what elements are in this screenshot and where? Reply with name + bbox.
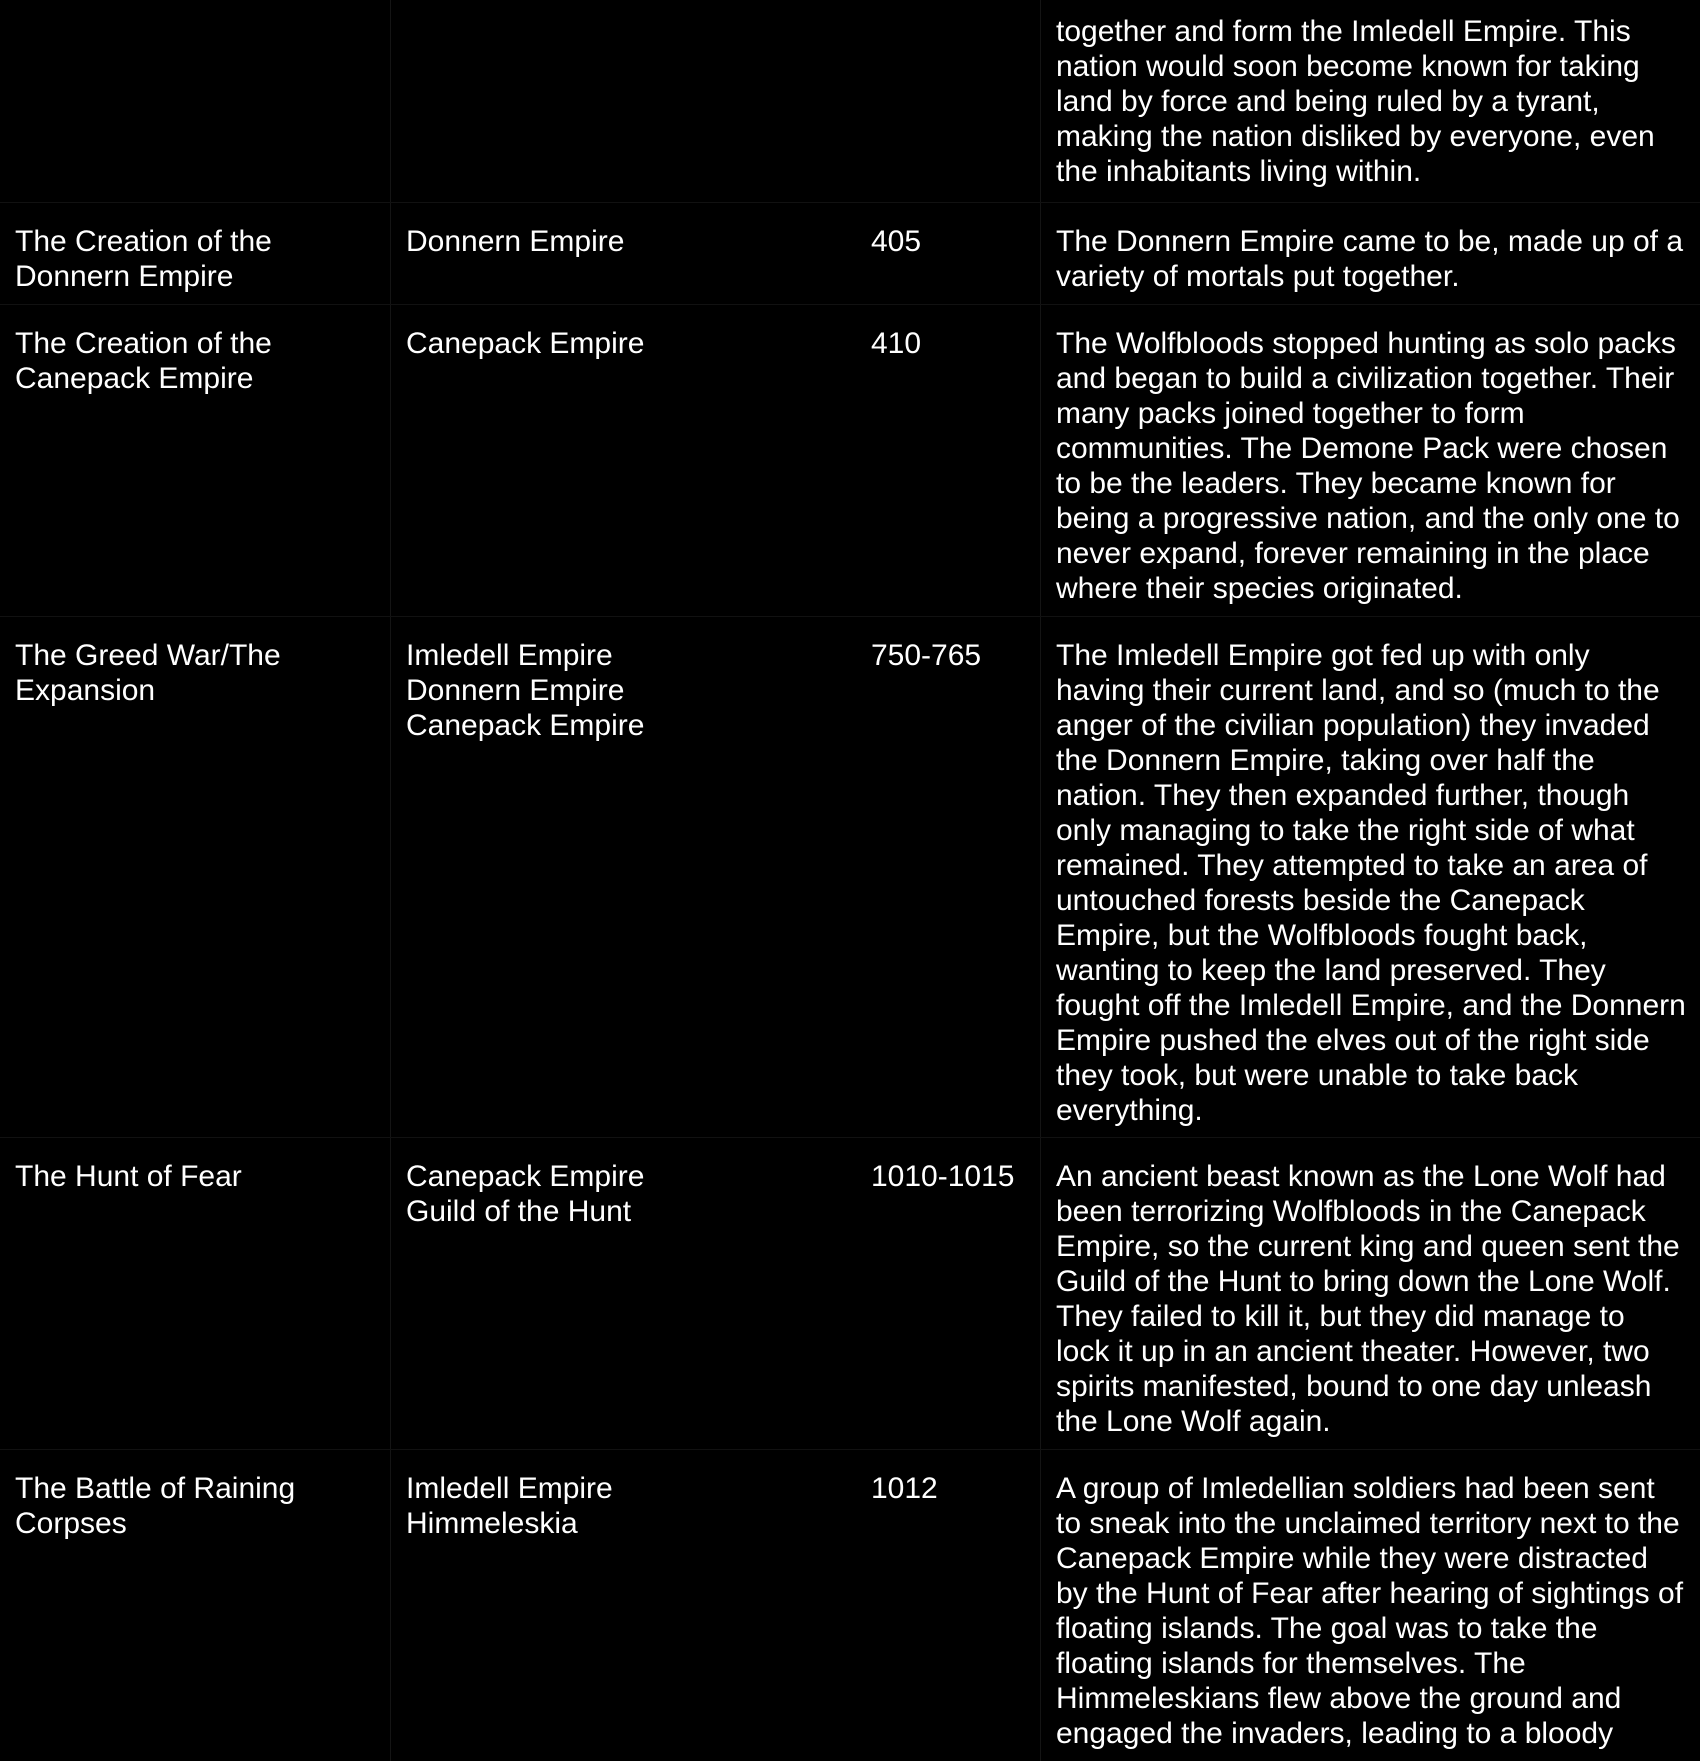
description-cell: together and form the Imledell Empire. This nation would soon become known for taking land by force and being ruled by a tyrant, making the nation disliked by everyone, even the inhabitants living within. <box>1056 15 1655 188</box>
year-cell <box>856 0 1041 202</box>
year-cell: 410 <box>856 305 1041 616</box>
table-row <box>0 1450 1700 1761</box>
year-cell: 750-765 <box>856 617 1041 1137</box>
event-cell: The Creation of the Donnern Empire <box>0 203 391 304</box>
description-cell: A group of Imledellian soldiers had been sent to sneak into the unclaimed territory next to the Canepack Empire while they were distracted by the Hunt of Fear after hearing of sightings of floating islands. The goal was to take the floating islands for themselves. The Himmeleskians flew above the ground and engaged the invaders, leading to a bloody <box>1056 1472 1684 1750</box>
table-row <box>0 305 1700 617</box>
nations-cell <box>391 0 856 202</box>
description-cell: An ancient beast known as the Lone Wolf had been terrorizing Wolfbloods in the Canepack Empire, so the current king and queen sent the Guild of the Hunt to bring down the Lone Wolf. They failed to kill it, but they did manage to lock it up in an ancient theater. However, two spirits manifested, bound to one day unleash the Lone Wolf again. <box>1056 1160 1680 1438</box>
nations-cell: Canepack Empire Guild of the Hunt <box>406 1160 645 1228</box>
table-row <box>0 1138 1700 1450</box>
description-cell: The Wolfbloods stopped hunting as solo packs and began to build a civilization together. Their many packs joined together to form communities. The Demone Pack were chosen to be the leaders. They became known for being a progressive nation, and the only one to never expand, forever remaining in the place where their species originated. <box>1056 327 1680 605</box>
year-cell: 1012 <box>856 1450 1041 1761</box>
year-cell: 1010-1015 <box>856 1138 1041 1449</box>
event-cell <box>0 0 391 202</box>
event-cell: The Battle of Raining Corpses <box>0 1450 391 1761</box>
description-cell: The Donnern Empire came to be, made up of a variety of mortals put together. <box>1056 225 1684 293</box>
table-row <box>0 0 1700 203</box>
nations-cell: Imledell Empire Donnern Empire Canepack Empire <box>406 639 645 742</box>
event-cell: The Greed War/The Expansion <box>0 617 391 1137</box>
event-cell: The Creation of the Canepack Empire <box>0 305 391 616</box>
nations-cell: Donnern Empire <box>406 225 625 258</box>
nations-cell: Imledell Empire Himmeleskia <box>406 1472 613 1540</box>
year-cell: 405 <box>856 203 1041 304</box>
nations-cell: Canepack Empire <box>406 327 645 360</box>
event-cell: The Hunt of Fear <box>0 1138 391 1449</box>
table-row <box>0 203 1700 305</box>
table-row <box>0 617 1700 1138</box>
description-cell: The Imledell Empire got fed up with only having their current land, and so (much to the anger of the civilian population) they invaded the Donnern Empire, taking over half the nation. They then expanded further, though only managing to take the right side of what remained. They attempted to take an area of untouched forests beside the Canepack Empire, but the Wolfbloods fought back, wanting to keep the land preserved. They fought off the Imledell Empire, and the Donnern Empire pushed the elves out of the right side they took, but were unable to take back everything. <box>1056 639 1686 1127</box>
